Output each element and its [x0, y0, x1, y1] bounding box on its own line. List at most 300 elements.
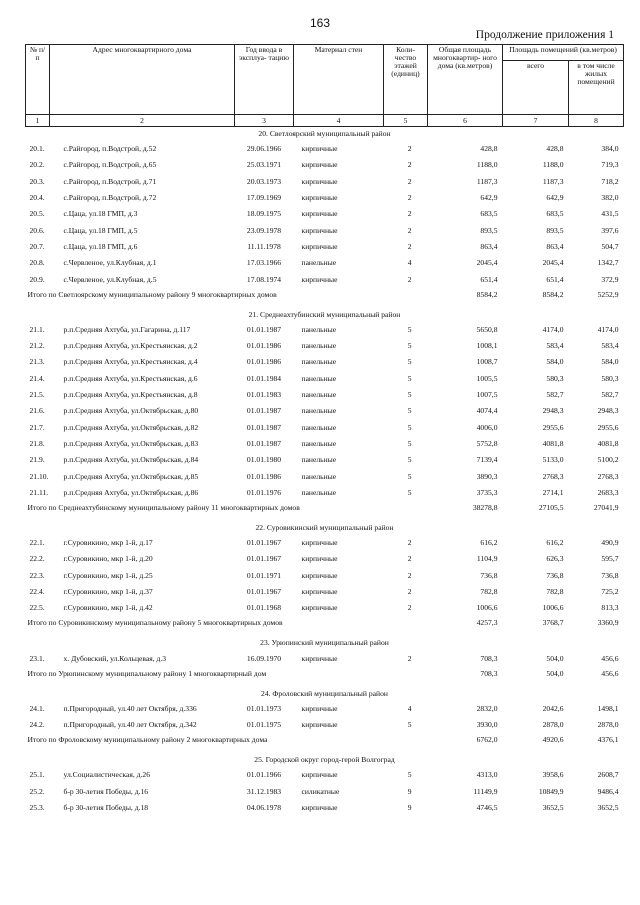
- table-cell: 25.2.: [29, 786, 45, 796]
- table-cell: 20.9.: [29, 274, 45, 284]
- table-cell: 2683,3: [597, 487, 619, 497]
- table-cell: 5: [407, 438, 412, 448]
- total-label: Итого по Урюпинскому муниципальному району 1 многоквартирный дом: [27, 668, 267, 678]
- table-cell: 25.1.: [29, 770, 45, 780]
- table-cell: 863,4: [480, 241, 498, 251]
- table-cell: 683,5: [480, 209, 498, 219]
- section-title-row: [26, 127, 624, 142]
- table-cell: 782,8: [546, 586, 564, 596]
- table-cell: 21.3.: [29, 357, 45, 367]
- table-cell: 20.2.: [29, 160, 45, 170]
- table-cell: 4: [407, 703, 412, 713]
- table-cell: 2878,0: [597, 720, 619, 730]
- table-cell: п.Пригородный, ул.40 лет Октября, д.342: [63, 720, 197, 730]
- table-cell: 5: [407, 341, 412, 351]
- table-cell: р.п.Средняя Ахтуба, ул.Гагарина, д.117: [63, 324, 191, 334]
- total-label: Итого по Фроловскому муниципальному району 2 многоквартирных дома: [27, 735, 268, 745]
- table-cell: 24.1.: [29, 703, 45, 713]
- table-cell: 01.01.1973: [246, 703, 282, 713]
- table-cell: кирпичные: [301, 176, 338, 186]
- table-cell: 736,8: [546, 570, 564, 580]
- column-number: 7: [503, 115, 569, 127]
- table-cell: 01.01.1983: [246, 390, 282, 400]
- column-number: 2: [50, 115, 235, 127]
- table-cell: 25.03.1971: [246, 160, 282, 170]
- table-cell: г.Суровикино, мкр 1-й, д.37: [63, 586, 153, 596]
- table-cell: 9486,4: [597, 786, 619, 796]
- table-cell: 01.01.1967: [246, 538, 282, 548]
- table-cell: с.Цаца, ул.18 ГМП, д.5: [63, 225, 138, 235]
- section-title: 25. Городской округ город-герой Волгоград: [254, 755, 395, 765]
- table-cell: кирпичные: [301, 653, 338, 663]
- table-cell: г.Суровикино, мкр 1-й, д.25: [63, 570, 153, 580]
- table-cell: 20.1.: [29, 144, 45, 154]
- section-title: 23. Урюпинский муниципальный район: [260, 638, 389, 648]
- total-row: [26, 288, 624, 308]
- table-row: [26, 271, 624, 287]
- table-cell: р.п.Средняя Ахтуба, ул.Крестьянская, д.2: [63, 341, 198, 351]
- table-cell: 9: [407, 803, 412, 813]
- table-cell: 2: [407, 586, 412, 596]
- total-label: Итого по Светлоярскому муниципальному району 9 многоквартирных домов: [27, 289, 277, 299]
- table-cell: 2: [407, 653, 412, 663]
- table-cell: 1498,1: [597, 703, 619, 713]
- table-cell: р.п.Средняя Ахтуба, ул.Октябрьская, д.80: [63, 406, 199, 416]
- table-row: [26, 468, 624, 484]
- table-cell: 22.2.: [29, 554, 45, 564]
- table-cell: 2: [407, 274, 412, 284]
- table-cell: г.Суровикино, мкр 1-й, д.20: [63, 554, 153, 564]
- table-cell: 1008,7: [476, 357, 498, 367]
- table-cell: кирпичные: [301, 554, 338, 564]
- table-cell: 01.01.1986: [246, 357, 282, 367]
- table-cell: 20.7.: [29, 241, 45, 251]
- table-cell: 372,9: [601, 274, 619, 284]
- table-cell: панельные: [301, 324, 337, 334]
- table-cell: р.п.Средняя Ахтуба, ул.Октябрьская, д.82: [63, 422, 199, 432]
- column-number: 5: [384, 115, 428, 127]
- table-cell: кирпичные: [301, 274, 338, 284]
- table-cell: 4081,8: [542, 438, 564, 448]
- table-cell: 2768,3: [542, 471, 564, 481]
- table-cell: 4746,5: [476, 803, 498, 813]
- table-cell: 11.11.1978: [247, 241, 281, 251]
- table-cell: 2: [407, 554, 412, 564]
- table-cell: 782,8: [480, 586, 498, 596]
- table-cell: с.Червленое, ул.Клубная, д.5: [63, 274, 157, 284]
- table-cell: панельные: [301, 341, 337, 351]
- section-title-row: [26, 753, 624, 767]
- table-cell: 504,7: [601, 241, 619, 251]
- table-cell: 20.5.: [29, 209, 45, 219]
- table-cell: кирпичные: [301, 703, 338, 713]
- table-cell: 651,4: [546, 274, 564, 284]
- table-cell: 4074,4: [476, 406, 498, 416]
- table-cell: 642,9: [546, 193, 564, 203]
- table-cell: 2955,6: [597, 422, 619, 432]
- table-cell: с.Райгород, п.Водстрой, д.52: [63, 144, 157, 154]
- table-cell: с.Райгород, п.Водстрой, д.65: [63, 160, 157, 170]
- table-cell: 01.01.1987: [246, 324, 282, 334]
- table-row: [26, 157, 624, 173]
- table-row: [26, 784, 624, 800]
- table-cell: 5: [407, 357, 412, 367]
- table-cell: 20.3.: [29, 176, 45, 186]
- table-row: [26, 222, 624, 238]
- total-value: 3360,9: [597, 618, 619, 628]
- table-cell: 1342,7: [597, 258, 619, 268]
- table-cell: 382,0: [601, 193, 619, 203]
- header-premises-living: в том числе жилых помещений: [569, 61, 624, 115]
- table-cell: 2042,6: [542, 703, 564, 713]
- table-cell: 616,2: [546, 538, 564, 548]
- section-title-row: [26, 308, 624, 322]
- table-cell: 10849,9: [538, 786, 564, 796]
- total-value: 6762,0: [476, 735, 498, 745]
- table-cell: 2768,3: [597, 471, 619, 481]
- table-row: [26, 190, 624, 206]
- table-cell: 5: [407, 406, 412, 416]
- table-cell: 893,5: [546, 225, 564, 235]
- table-cell: кирпичные: [301, 603, 338, 613]
- table-cell: 490,9: [601, 538, 619, 548]
- table-cell: 5133,0: [542, 455, 564, 465]
- table-cell: 21.7.: [29, 422, 45, 432]
- table-cell: 5: [407, 373, 412, 383]
- section-title-row: [26, 636, 624, 650]
- header-address: Адрес многоквартирного дома: [50, 45, 235, 115]
- total-row: [26, 667, 624, 687]
- page-number: 163: [309, 16, 331, 30]
- column-number: 4: [294, 115, 384, 127]
- table-cell: 5: [407, 455, 412, 465]
- table-cell: 863,4: [546, 241, 564, 251]
- table-cell: 736,8: [601, 570, 619, 580]
- housing-table: [25, 44, 624, 816]
- table-cell: 17.09.1969: [246, 193, 282, 203]
- table-cell: 01.01.1966: [246, 770, 282, 780]
- table-cell: 582,7: [601, 390, 619, 400]
- total-value: 27041,9: [593, 502, 619, 512]
- table-cell: 01.01.1968: [246, 603, 282, 613]
- column-number: 8: [569, 115, 624, 127]
- table-cell: б-р 30-летия Победы, д.18: [63, 803, 149, 813]
- table-cell: 3958,6: [542, 770, 564, 780]
- table-cell: 01.01.1984: [246, 373, 282, 383]
- total-value: 5252,9: [597, 289, 619, 299]
- table-cell: 5650,8: [476, 324, 498, 334]
- table-cell: 21.4.: [29, 373, 45, 383]
- table-cell: ул.Социалистическая, д.26: [63, 770, 151, 780]
- table-row: [26, 600, 624, 616]
- section-title-row: [26, 687, 624, 701]
- table-cell: 01.01.1967: [246, 586, 282, 596]
- table-cell: р.п.Средняя Ахтуба, ул.Октябрьская, д.83: [63, 438, 199, 448]
- total-value: 4920,6: [542, 735, 564, 745]
- total-value: 4376,1: [597, 735, 619, 745]
- table-cell: 29.06.1966: [246, 144, 282, 154]
- section-title: 21. Среднеахтубинский муниципальный район: [248, 309, 401, 319]
- table-cell: 20.8.: [29, 258, 45, 268]
- table-row: [26, 584, 624, 600]
- table-cell: силикатные: [301, 786, 340, 796]
- table-cell: кирпичные: [301, 720, 338, 730]
- table-cell: 582,7: [546, 390, 564, 400]
- table-cell: с.Цаца, ул.18 ГМП, д.6: [63, 241, 138, 251]
- table-row: [26, 800, 624, 816]
- table-cell: 736,8: [480, 570, 498, 580]
- total-value: 456,6: [601, 668, 619, 678]
- table-cell: 2045,4: [476, 258, 498, 268]
- table-cell: 616,2: [480, 538, 498, 548]
- table-row: [26, 650, 624, 666]
- table-row: [26, 338, 624, 354]
- table-cell: 23.1.: [29, 653, 45, 663]
- table-row: [26, 206, 624, 222]
- table-cell: кирпичные: [301, 538, 338, 548]
- table-cell: 4081,8: [597, 438, 619, 448]
- table-cell: с.Райгород, п.Водстрой, д.71: [63, 176, 157, 186]
- table-cell: г.Суровикино, мкр 1-й, д.42: [63, 603, 153, 613]
- table-cell: кирпичные: [301, 803, 338, 813]
- table-row: [26, 141, 624, 157]
- table-cell: 1187,3: [476, 176, 498, 186]
- table-cell: 2: [407, 160, 412, 170]
- table-cell: кирпичные: [301, 193, 338, 203]
- table-row: [26, 551, 624, 567]
- column-number: 6: [428, 115, 503, 127]
- table-cell: 1104,9: [476, 554, 498, 564]
- table-cell: панельные: [301, 487, 337, 497]
- table-cell: панельные: [301, 422, 337, 432]
- table-cell: 2: [407, 538, 412, 548]
- table-cell: 5: [407, 471, 412, 481]
- table-cell: р.п.Средняя Ахтуба, ул.Октябрьская, д.84: [63, 455, 199, 465]
- table-cell: 2: [407, 241, 412, 251]
- total-label: Итого по Среднеахтубинскому муниципальному району 11 многоквартирных домов: [27, 502, 300, 512]
- table-cell: 1006,6: [542, 603, 564, 613]
- table-cell: кирпичные: [301, 144, 338, 154]
- table-cell: 01.01.1971: [246, 570, 282, 580]
- table-cell: панельные: [301, 471, 337, 481]
- table-cell: 23.09.1978: [246, 225, 282, 235]
- table-row: [26, 535, 624, 551]
- table-cell: п.Пригородный, ул.40 лет Октября, д.336: [63, 703, 197, 713]
- table-row: [26, 701, 624, 717]
- table-cell: 2608,7: [597, 770, 619, 780]
- table-cell: кирпичные: [301, 570, 338, 580]
- table-cell: 2: [407, 144, 412, 154]
- table-cell: 22.4.: [29, 586, 45, 596]
- table-cell: 4006,0: [476, 422, 498, 432]
- section-title-row: [26, 521, 624, 535]
- table-cell: 2045,4: [542, 258, 564, 268]
- table-cell: 1188,0: [542, 160, 564, 170]
- table-cell: 4174,0: [542, 324, 564, 334]
- table-cell: х. Дубовский, ул.Кольцевая, д.3: [63, 653, 167, 663]
- table-row: [26, 419, 624, 435]
- table-cell: 725,2: [601, 586, 619, 596]
- table-cell: 04.06.1978: [246, 803, 282, 813]
- table-cell: 20.03.1973: [246, 176, 282, 186]
- table-cell: 9: [407, 786, 412, 796]
- table-cell: 718,2: [601, 176, 619, 186]
- table-cell: 20.6.: [29, 225, 45, 235]
- table-cell: панельные: [301, 438, 337, 448]
- header-num: № п/п: [26, 45, 50, 115]
- table-cell: 1187,3: [542, 176, 564, 186]
- table-cell: 21.9.: [29, 455, 45, 465]
- table-cell: 583,4: [601, 341, 619, 351]
- table-body: [26, 127, 624, 817]
- total-value: 8584,2: [476, 289, 498, 299]
- table-cell: 3652,5: [542, 803, 564, 813]
- table-cell: 20.4.: [29, 193, 45, 203]
- table-cell: 893,5: [480, 225, 498, 235]
- table-cell: 584,0: [546, 357, 564, 367]
- header-material: Материал стен: [294, 45, 384, 115]
- table-cell: 2: [407, 603, 412, 613]
- table-cell: 22.1.: [29, 538, 45, 548]
- table-row: [26, 485, 624, 501]
- table-row: [26, 322, 624, 338]
- table-cell: 2: [407, 570, 412, 580]
- table-cell: кирпичные: [301, 225, 338, 235]
- table-row: [26, 354, 624, 370]
- table-cell: 397,6: [601, 225, 619, 235]
- table-cell: 4313,0: [476, 770, 498, 780]
- table-cell: 1005,5: [476, 373, 498, 383]
- continuation-label: Продолжение приложения 1: [475, 29, 614, 41]
- table-cell: 5: [407, 390, 412, 400]
- total-row: [26, 501, 624, 521]
- table-cell: кирпичные: [301, 770, 338, 780]
- table-cell: б-р 30-летия Победы, д.16: [63, 786, 149, 796]
- table-cell: 2: [407, 193, 412, 203]
- header-total-area: Общая площадь многоквартир- ного дома (кв.метров): [428, 45, 503, 115]
- table-cell: 24.2.: [29, 720, 45, 730]
- table-cell: 01.01.1976: [246, 487, 282, 497]
- section-title: 22. Суровикинский муниципальный район: [255, 522, 394, 532]
- table-cell: 708,3: [480, 653, 498, 663]
- total-row: [26, 616, 624, 636]
- table-cell: кирпичные: [301, 586, 338, 596]
- table-cell: 3930,0: [476, 720, 498, 730]
- table-cell: 431,5: [601, 209, 619, 219]
- table-cell: 16.09.1970: [246, 653, 282, 663]
- table-cell: 1006,6: [476, 603, 498, 613]
- table-cell: 31.12.1983: [246, 786, 282, 796]
- header-year: Год ввода в эксплуа- тацию: [235, 45, 294, 115]
- total-row: [26, 733, 624, 753]
- table-row: [26, 717, 624, 733]
- table-row: [26, 387, 624, 403]
- table-cell: панельные: [301, 406, 337, 416]
- section-title: 20. Светлоярский муниципальный район: [258, 129, 391, 139]
- total-value: 27105,5: [538, 502, 564, 512]
- table-cell: 21.8.: [29, 438, 45, 448]
- table-cell: 01.01.1986: [246, 471, 282, 481]
- total-value: 38278,8: [472, 502, 498, 512]
- total-value: 708,3: [480, 668, 498, 678]
- table-cell: 22.5.: [29, 603, 45, 613]
- table-cell: 25.3.: [29, 803, 45, 813]
- table-row: [26, 568, 624, 584]
- table-cell: р.п.Средняя Ахтуба, ул.Крестьянская, д.6: [63, 373, 198, 383]
- table-cell: 3735,3: [476, 487, 498, 497]
- table-cell: с.Червленое, ул.Клубная, д.1: [63, 258, 157, 268]
- table-cell: 428,8: [480, 144, 498, 154]
- total-value: 8584,2: [542, 289, 564, 299]
- table-cell: 1008,1: [476, 341, 498, 351]
- table-cell: 01.01.1967: [246, 554, 282, 564]
- table-cell: 583,4: [546, 341, 564, 351]
- table-cell: 595,7: [601, 554, 619, 564]
- section-title: 24. Фроловский муниципальный район: [261, 688, 388, 698]
- table-cell: 2948,3: [597, 406, 619, 416]
- table-cell: панельные: [301, 258, 337, 268]
- table-cell: 21.10.: [29, 471, 49, 481]
- table-header: [26, 45, 624, 127]
- table-cell: 11149,9: [473, 786, 498, 796]
- table-cell: 580,3: [601, 373, 619, 383]
- table-cell: 642,9: [480, 193, 498, 203]
- table-cell: 3890,3: [476, 471, 498, 481]
- table-cell: 21.1.: [29, 324, 45, 334]
- table-cell: с.Цаца, ул.18 ГМП, д.3: [63, 209, 138, 219]
- table-cell: 719,3: [601, 160, 619, 170]
- table-cell: панельные: [301, 455, 337, 465]
- header-premises-area: Площадь помещений (кв.метров): [503, 45, 624, 61]
- table-cell: 2: [407, 225, 412, 235]
- table-cell: р.п.Средняя Ахтуба, ул.Крестьянская, д.8: [63, 390, 198, 400]
- table-cell: кирпичные: [301, 209, 338, 219]
- table-cell: 1007,5: [476, 390, 498, 400]
- table-cell: 5: [407, 487, 412, 497]
- table-cell: 21.2.: [29, 341, 45, 351]
- table-cell: 7139,4: [476, 455, 498, 465]
- table-cell: 01.01.1987: [246, 438, 282, 448]
- table-cell: р.п.Средняя Ахтуба, ул.Октябрьская, д.86: [63, 487, 199, 497]
- table-cell: г.Суровикино, мкр 1-й, д.17: [63, 538, 153, 548]
- table-cell: 2878,0: [542, 720, 564, 730]
- table-cell: 5752,8: [476, 438, 498, 448]
- table-row: [26, 255, 624, 271]
- table-cell: панельные: [301, 373, 337, 383]
- table-cell: панельные: [301, 357, 337, 367]
- table-cell: 2955,6: [542, 422, 564, 432]
- table-cell: 4: [407, 258, 412, 268]
- total-value: 504,0: [546, 668, 564, 678]
- total-label: Итого по Суровикинскому муниципальному району 5 многоквартирных домов: [27, 618, 283, 628]
- table-cell: 5: [407, 324, 412, 334]
- column-number: 3: [235, 115, 294, 127]
- table-cell: 21.5.: [29, 390, 45, 400]
- header-floors: Коли- чество этажей (единиц): [384, 45, 428, 115]
- table-cell: кирпичные: [301, 241, 338, 251]
- table-cell: 2948,3: [542, 406, 564, 416]
- column-number: 1: [26, 115, 50, 127]
- table-row: [26, 403, 624, 419]
- table-cell: с.Райгород, п.Водстрой, д.72: [63, 193, 157, 203]
- table-cell: панельные: [301, 390, 337, 400]
- table-cell: 5: [407, 770, 412, 780]
- table-row: [26, 174, 624, 190]
- table-row: [26, 436, 624, 452]
- table-cell: 01.01.1975: [246, 720, 282, 730]
- table-cell: 2: [407, 176, 412, 186]
- header-premises-all: всего: [503, 61, 569, 115]
